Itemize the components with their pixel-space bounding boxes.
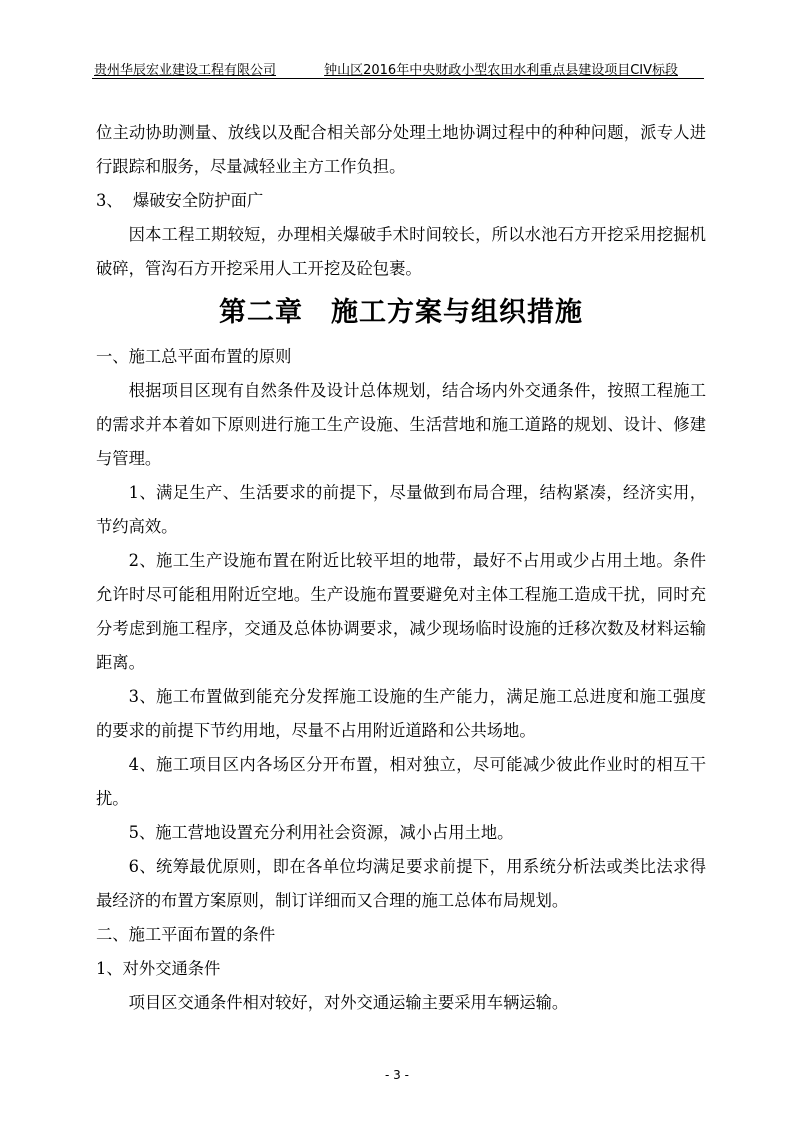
paragraph: 根据项目区现有自然条件及设计总体规划，结合场内外交通条件，按照工程施工的需求并本着如下原则进行施工生产设施、生活营地和施工道路的规划、设计、修建与管理。 [96,381,706,468]
list-item-heading: 3、 爆破安全防护面广 [96,191,264,210]
subsection-heading: 1、对外交通条件 [96,959,221,978]
paragraph: 4、施工项目区内各场区分开布置，相对独立，尽可能减少彼此作业时的相互干扰。 [96,755,706,808]
paragraph: 2、施工生产设施布置在附近比较平坦的地带，最好不占用或少占用土地。条件允许时尽可能租用附近空地。生产设施布置要避免对主体工程施工造成干扰，同时充分考虑到施工程序，交通及总体协调要求，减少现场临时设施的迁移次数及材料运输距离。 [96,551,706,672]
section-heading: 二、施工平面布置的条件 [96,925,276,944]
header-company: 贵州华辰宏业建设工程有限公司 [94,63,277,78]
chapter-title: 第二章 施工方案与组织措施 [219,297,583,328]
paragraph: 因本工程工期较短，办理相关爆破手术时间较长，所以水池石方开挖采用挖掘机破碎，管沟石方开挖采用人工开挖及砼包裹。 [96,225,706,278]
paragraph: 3、施工布置做到能充分发挥施工设施的生产能力，满足施工总进度和施工强度的要求的前提下节约用地，尽量不占用附近道路和公共场地。 [96,687,706,740]
paragraph: 位主动协助测量、放线以及配合相关部分处理土地协调过程中的种种问题，派专人进行跟踪和服务，尽量减轻业主方工作负担。 [96,123,706,176]
paragraph: 5、施工营地设置充分利用社会资源，减小占用土地。 [128,823,514,842]
section-heading: 一、施工总平面布置的原则 [96,347,292,366]
paragraph: 6、统筹最优原则，即在各单位均满足要求前提下，用系统分析法或类比法求得最经济的布置方案原则，制订详细而又合理的施工总体布局规划。 [96,857,706,910]
paragraph: 项目区交通条件相对较好，对外交通运输主要采用车辆运输。 [128,993,569,1012]
page-number: - 3 - [385,1068,409,1082]
paragraph: 1、满足生产、生活要求的前提下，尽量做到布局合理，结构紧凑，经济实用，节约高效。 [96,483,706,536]
page-header [92,56,704,79]
page-body [96,116,706,1020]
header-project: 钟山区2016年中央财政小型农田水利重点县建设项目CIV标段 [324,63,678,78]
